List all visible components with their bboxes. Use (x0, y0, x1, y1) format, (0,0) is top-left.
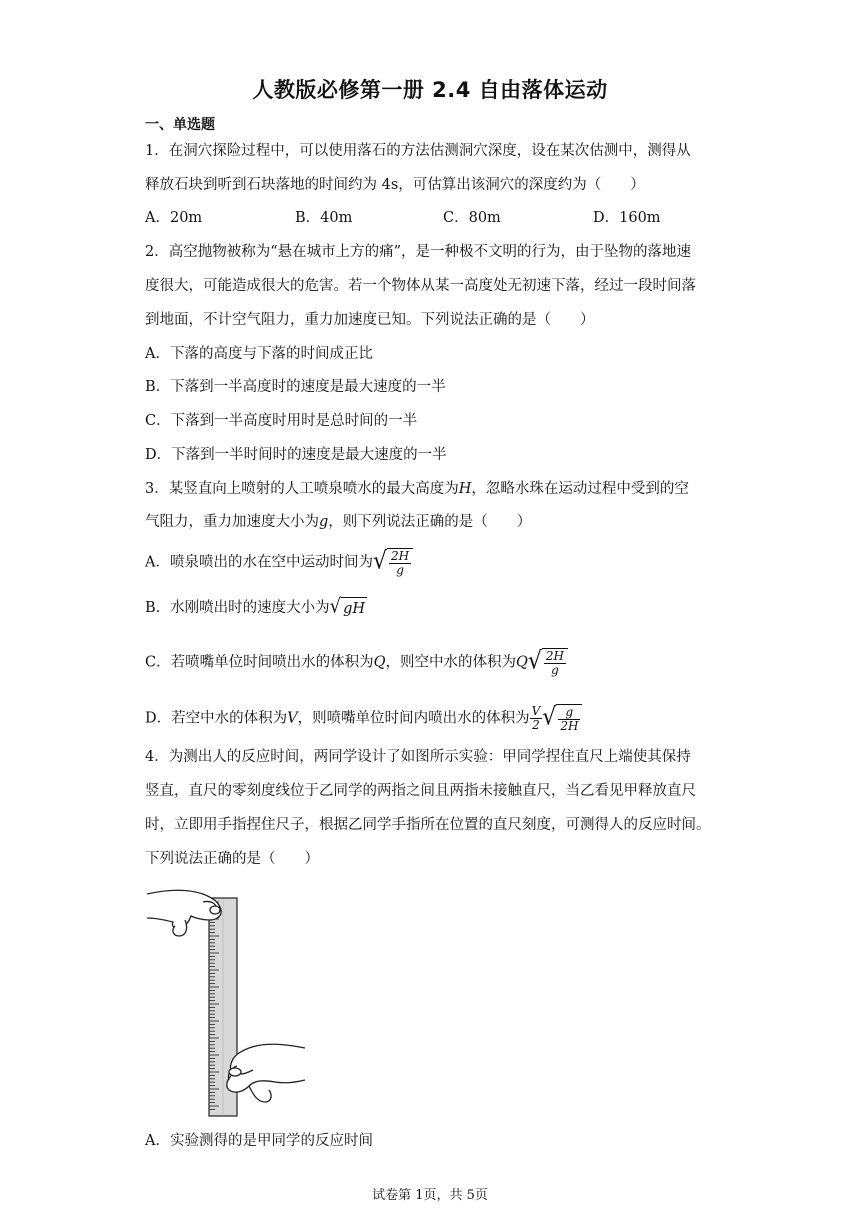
question-2-option-d: D．下落到一半时间时的速度是最大速度的一半 (145, 447, 447, 463)
question-1-option-a: A．20m (145, 210, 203, 226)
lower-hand (227, 1044, 305, 1102)
sqrt-gh: √ gH (329, 594, 366, 618)
question-3-option-d (145, 704, 582, 733)
question-1-line-2: 释放石块到听到石块落地的时间约为 4s，可估算出该洞穴的深度约为（ ） (145, 177, 645, 193)
fraction-numerator: 2H (391, 549, 410, 563)
question-3-line-1-post: ，忽略水珠在运动过程中受到的空 (471, 481, 689, 497)
variable-q: Q (373, 654, 386, 671)
ruler-experiment-figure (145, 880, 315, 1120)
question-2-line-2: 度很大，可能造成很大的危害。若一个物体从某一高度处无初速下落，经过一段时间落 (145, 278, 696, 294)
question-4-line-2: 竖直，直尺的零刻度线位于乙同学的两指之间且两指未接触直尺，当乙看见甲释放直尺 (145, 783, 696, 799)
question-4-line-1: 4．为测出人的反应时间，两同学设计了如图所示实验：甲同学捏住直尺上端使其保持 (145, 749, 691, 765)
fraction-denominator: 2H (560, 719, 579, 733)
radicand-gh: gH (341, 597, 367, 619)
question-1-option-c: C．80m (443, 210, 501, 226)
question-3-option-b (145, 594, 367, 619)
sqrt-g-over-2h: √ $\frac{g}{2H}$ (542, 704, 582, 733)
question-3-line-2-post: ，则下列说法正确的是（ ） (328, 514, 532, 530)
page-footer: 试卷第 1页，共 5页 (372, 1188, 488, 1203)
question-4-option-a: A．实验测得的是甲同学的反应时间 (145, 1133, 373, 1149)
question-3-line-2-pre: 气阻力，重力加速度大小为 (145, 514, 319, 530)
question-1-option-d: D．160m (593, 210, 661, 226)
question-3-option-d-mid: ，则喷嘴单位时间内喷出水的体积为 (297, 710, 530, 727)
fraction-numerator: 2H (545, 649, 565, 663)
variable-g: g (319, 514, 329, 530)
question-2-option-a: A．下落的高度与下落的时间成正比 (145, 346, 373, 362)
question-3-line-1-pre: 3．某竖直向上喷射的人工喷泉喷水的最大高度为 (145, 481, 459, 497)
page-title: 人教版必修第一册 2.4 自由落体运动 (252, 78, 608, 102)
coefficient-q: Q (515, 654, 528, 671)
question-3-line-2 (145, 512, 531, 532)
question-4-line-3: 时，立即用手指捏住尺子，根据乙同学手指所在位置的直尺刻度，可测得人的反应时间。 (145, 817, 711, 833)
question-3-option-a-text: A．喷泉喷出的水在空中运动时间为 (145, 554, 373, 571)
question-2-line-1: 2．高空抛物被称为“悬在城市上方的痛”，是一种极不文明的行为，由于坠物的落地速 (145, 244, 692, 260)
question-3-line-1 (145, 479, 689, 499)
question-2-option-b: B．下落到一半高度时的速度是最大速度的一半 (145, 379, 446, 395)
variable-h: H (458, 481, 472, 497)
question-3-option-c-pre: C．若喷嘴单位时间喷出水的体积为 (145, 654, 374, 671)
question-2-line-3: 到地面，不计空气阻力，重力加速度已知。下列说法正确的是（ ） (145, 312, 595, 328)
fraction-denominator: g (396, 563, 404, 577)
question-2-option-c: C．下落到一半高度时用时是总时间的一半 (145, 413, 418, 429)
fraction-numerator: g (558, 706, 580, 720)
question-3-option-c-mid: ，则空中水的体积为 (385, 654, 516, 671)
variable-v: V (287, 710, 298, 727)
section-heading: 一、单选题 (145, 117, 215, 133)
question-3-option-b-text: B．水刚喷出时的速度大小为 (145, 600, 330, 616)
question-1-line-1: 1．在洞穴探险过程中，可以使用落石的方法估测洞穴深度，设在某次估测中，测得从 (145, 143, 691, 159)
question-1-option-b: B．40m (295, 210, 353, 226)
question-3-option-a (145, 548, 413, 577)
fraction-denominator: g (551, 663, 559, 677)
sqrt-2h-over-g: √ $\frac{2H}{g}$ (373, 548, 413, 577)
sqrt-2h-over-g-c: √ $\frac{2H}{g}$ (528, 648, 568, 677)
question-3-option-d-pre: D．若空中水的体积为 (145, 710, 288, 727)
question-4-line-4: 下列说法正确的是（ ） (145, 851, 319, 867)
fraction-v-over-2: $\frac{V}{2}$ (531, 704, 541, 732)
question-3-option-c (145, 648, 568, 677)
